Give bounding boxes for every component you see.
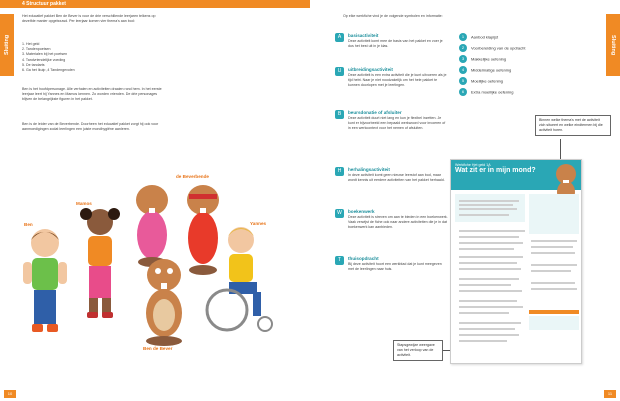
list-item: 5. De tandarts: [22, 62, 45, 67]
intro-text: Het educatief pakket Ben de Bever is voor de drie verschillende leerjaren telkens op dezelfde manier opgebouwd. Per leerjaar komen vier thema's aan bod:: [22, 14, 156, 24]
text-line: [459, 334, 519, 336]
activity-uitbreiding: [337, 67, 448, 88]
legend-icon: 1: [459, 33, 467, 41]
text-line: [531, 270, 571, 272]
text-line: [459, 214, 509, 216]
legend-item: [459, 55, 506, 64]
text-line: [459, 278, 519, 280]
text-line: [531, 252, 575, 254]
activity-text: In deze activiteit komt geen nieuwe leerstof aan bod, maar wordt kennis uit eerdere activiteiten van het pakket herhaald.: [348, 173, 445, 183]
worksheet-title: Wat zit er in mijn mond?: [455, 167, 536, 174]
text-line: [531, 288, 577, 290]
text-line: [459, 300, 517, 302]
legend-icon: 6: [459, 88, 467, 96]
text-line: [459, 306, 523, 308]
section-bar: [0, 0, 310, 8]
activity-afsluiter: [337, 110, 448, 131]
legend-item: [459, 88, 513, 97]
text-line: [459, 322, 521, 324]
activity-title: herhalingsactiviteit: [348, 167, 390, 172]
paragraph-characters: Ben is het hoofdpersonage. Alle verhalen en activiteiten draaien rond hem. In het eerste leerjaar leert hij Yannes en Mamos kennen. Zo worden vrienden. De drie personages blijven de belangrijkste figuren in het pakket.: [22, 87, 162, 102]
list-item: 4. Tandvriendelijke voeding: [22, 57, 66, 62]
text-line: [459, 208, 517, 210]
worksheet-tip-box: [529, 316, 579, 330]
legend-item: [459, 77, 503, 86]
activity-title: basisactiviteit: [348, 33, 379, 38]
chapter-tab-left[interactable]: Sluiting: [0, 14, 14, 76]
right-intro-text: Op elke werkfiche vind je de volgende symbolen en informatie:: [343, 14, 443, 18]
connector-line: [560, 139, 561, 161]
legend-label: Moeilijke oefening: [471, 78, 504, 84]
list-item: 2. Tandenpoetsen: [22, 47, 51, 52]
legend-icon: 4: [459, 66, 467, 74]
text-line: [459, 256, 523, 258]
theme-list: [22, 42, 162, 73]
label-mamos: Mamos: [76, 201, 92, 206]
text-line: [531, 246, 573, 248]
text-line: [459, 284, 511, 286]
activity-boekenwerk: [337, 209, 448, 230]
list-item: 3. Materialen bij het poetsen: [22, 52, 68, 57]
activity-text: Deze activiteit is streven om aan te bieden in een boekenwerk. Vaak verwijst de fiche ook naar andere activiteiten die je in dat boekenwerk kan aanbieden.: [348, 215, 448, 230]
text-line: [459, 248, 514, 250]
section-title: 4 Structuur pakket: [22, 1, 66, 7]
worksheet-subtitle: Werkfiche Het geld 1A: [455, 163, 491, 167]
page-number-right: 11: [604, 390, 616, 398]
extension-activity-icon: U: [335, 67, 344, 76]
text-line: [459, 242, 523, 244]
activity-text: Deze activiteit komt mee de basis van het pakket en voer je dus het best uit in je klas.: [348, 39, 443, 49]
legend-icon: 3: [459, 55, 467, 63]
label-yannes: Yannes: [250, 221, 267, 226]
text-line: [459, 262, 517, 264]
text-line: [459, 200, 519, 202]
activity-title: boekenwerk: [348, 209, 375, 214]
activity-basis: [337, 33, 448, 49]
text-line: [459, 312, 509, 314]
list-item: 1. Het geld: [22, 42, 40, 46]
basis-activity-icon: A: [335, 33, 344, 42]
beaver-ben-illustration: [134, 255, 194, 347]
text-line: [459, 268, 521, 270]
text-line: [531, 282, 575, 284]
legend-label: Voorbereiding van de opdracht: [471, 45, 526, 51]
activity-herhaling: [337, 167, 448, 183]
activity-text: Deze activiteit is een extra activiteit die je kunt uitvoeren als je tijd hebt. Naar je niet noodzakelijk om het hele pakket te kunnen doorlopen met je leerlingen.: [348, 73, 447, 88]
page-number-left: 10: [4, 390, 16, 398]
activity-thuisopdracht: [337, 256, 448, 272]
legend-label: Makkelijke oefening: [471, 56, 507, 62]
worksheet-meta-box: [529, 194, 579, 234]
closer-activity-icon: B: [335, 110, 344, 119]
label-beverbende: de Beverbende: [176, 174, 209, 179]
text-line: [459, 340, 507, 342]
text-line: [459, 328, 515, 330]
legend-label: Middelmatige oefening: [471, 67, 512, 73]
legend-item: [459, 66, 511, 75]
text-line: [459, 290, 522, 292]
repeat-activity-icon: H: [335, 167, 344, 176]
legend-icon: 5: [459, 77, 467, 85]
legend-item: [459, 44, 525, 53]
home-task-icon: T: [335, 256, 344, 265]
girl-mamos-illustration: [76, 206, 124, 326]
legend-item: [459, 33, 498, 42]
text-line: [459, 204, 513, 206]
legend-label: Extra moeilijke oefening: [471, 89, 514, 95]
worksheet-thumbnail: [450, 159, 582, 364]
corner-work-icon: W: [335, 209, 344, 218]
paragraph-leader: Ben is de leider van de Beverbende. Doorheen het educatief pakket zorgt hij ook voor aanmoedigingen zodat leerlingen een juiste mondhygiëne aanleren.: [22, 122, 159, 132]
worksheet-tip-bar: [529, 310, 579, 314]
legend-icon: 2: [459, 44, 467, 52]
activity-title: thuisopdracht: [348, 256, 379, 261]
label-ben-de-bever: Ben de Bever: [143, 346, 173, 351]
legend-label: Aanbod klapijst: [471, 34, 499, 40]
text-line: [459, 236, 519, 238]
label-ben: Ben: [24, 222, 33, 227]
callout-steps: Stapsgewijze weergave van het verloop van de activiteit.: [393, 340, 443, 361]
callout-goals: Binnen welke thema's met de activiteit zich situeert en welke eindtermen bij die activiteit horen.: [535, 115, 611, 136]
activity-text: Bij deze activiteit hoort een werkblad dat je kunt meegeven met de leerlingen naar huis.: [348, 262, 442, 272]
activity-title: uitbreidingsactiviteit: [348, 67, 393, 72]
text-line: [459, 230, 525, 232]
boy-ben-illustration: [20, 226, 70, 346]
activity-title: beursdonatie of afsluiter: [348, 110, 402, 115]
activity-text: Deze activiteit duurt niet lang en kun je flexibel inzetten. Je kunt er bijvoorbeeld een bepaald werkwoord voor invoeren of in een werkcontext voor het nemen of afsluiten.: [348, 116, 446, 131]
boy-yannes-wheelchair-illustration: [205, 224, 277, 336]
chapter-tab-right[interactable]: Sluiting: [606, 14, 620, 76]
text-line: [531, 264, 577, 266]
text-line: [531, 240, 577, 242]
list-item: 6. Ga het Ikuip ,4 Tandengevolen: [22, 68, 75, 73]
